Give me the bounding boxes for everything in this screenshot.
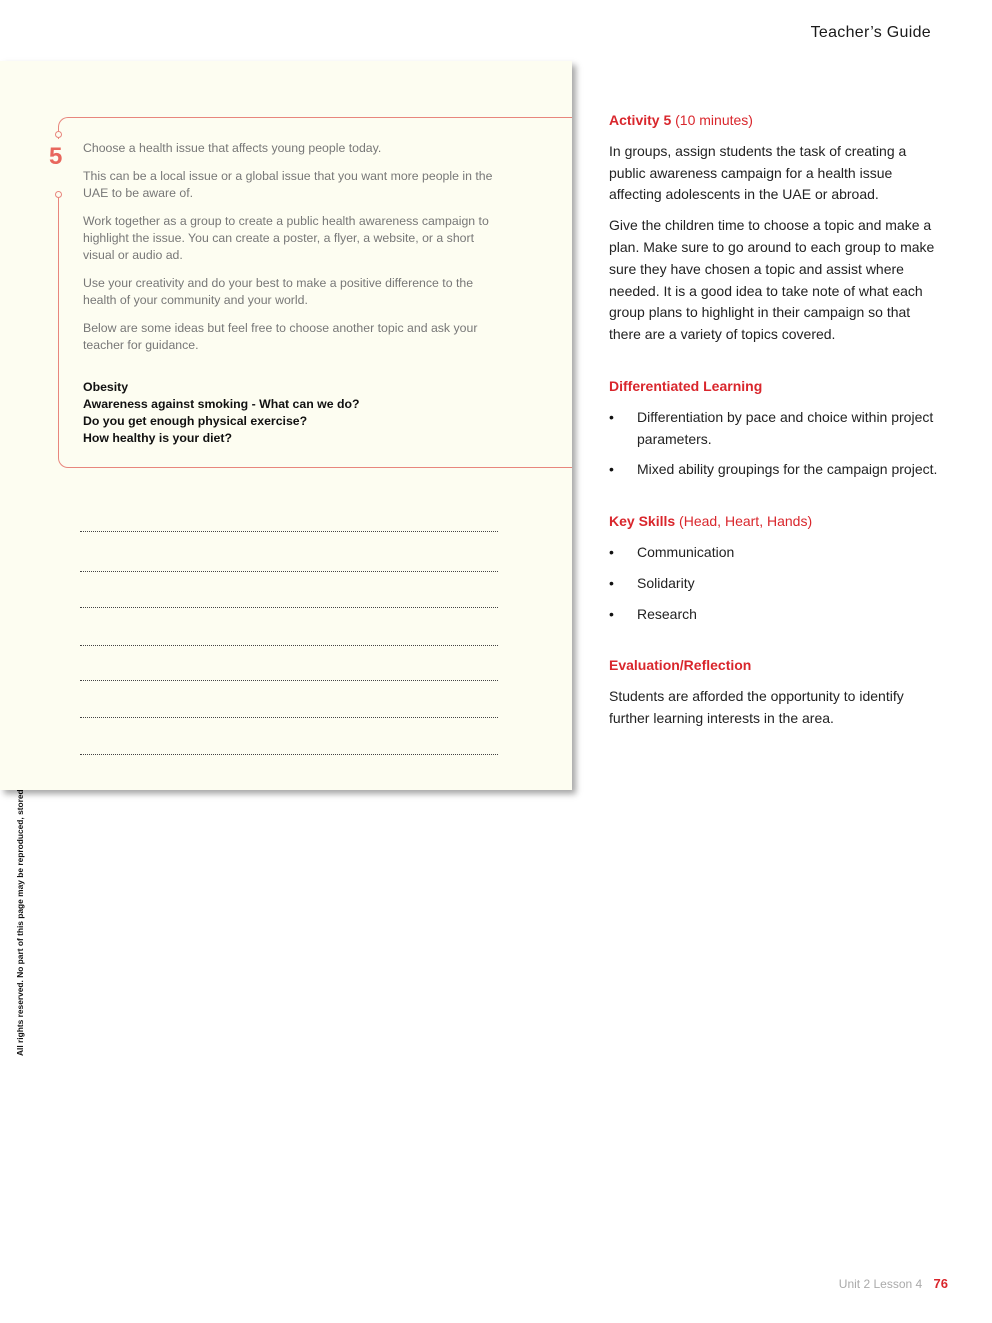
key-skills-list	[609, 542, 939, 625]
evaluation-section	[609, 655, 939, 729]
instruction-paragraph: Work together as a group to create a public health awareness campaign to highlight the issue. You can create a poster, a flyer, a website, or a short visual or audio ad.	[83, 214, 489, 262]
differentiated-heading: Differentiated Learning	[609, 377, 763, 394]
key-skill-item: • Communication	[609, 542, 939, 564]
answer-line[interactable]	[80, 680, 498, 681]
instruction-paragraph: Below are some ideas but feel free to choose another topic and ask your teacher for guidance.	[83, 321, 478, 352]
answer-line[interactable]	[80, 717, 498, 718]
instruction-paragraph: Choose a health issue that affects young people today.	[83, 141, 382, 155]
key-skill-item: • Research	[609, 604, 939, 626]
topic-ideas-list	[83, 379, 503, 447]
answer-line[interactable]	[80, 571, 498, 572]
differentiated-section	[609, 376, 939, 481]
instruction-paragraph: This can be a local issue or a global issue that you want more people in the UAE to be aware of.	[83, 169, 493, 200]
differentiated-item: • Mixed ability groupings for the campaign project.	[609, 459, 939, 481]
activity-heading	[609, 110, 939, 132]
answer-line[interactable]	[80, 607, 498, 608]
activity-duration: (10 minutes)	[675, 112, 753, 128]
topic-idea: How healthy is your diet?	[83, 431, 232, 445]
key-skills-section	[609, 511, 939, 625]
activity-section	[609, 110, 939, 346]
page-header-title: Teacher’s Guide	[810, 24, 931, 41]
key-skills-heading	[609, 511, 939, 533]
activity-number: 5	[49, 143, 63, 170]
student-book-page	[0, 61, 572, 790]
activity-paragraph: Give the children time to choose a topic and make a plan. Make sure to go around to each group to make sure they have chosen a topic and assist where needed. It is a good idea to take note of what each group plans to highlight in their campaign so that there are a variety of topics covered.	[609, 217, 935, 343]
frame-node-bottom	[55, 191, 62, 198]
differentiated-list	[609, 407, 939, 481]
activity-instructions	[83, 140, 507, 365]
answer-line[interactable]	[80, 754, 498, 755]
answer-line[interactable]	[80, 645, 498, 646]
answer-line[interactable]	[80, 531, 498, 532]
evaluation-text: Students are afforded the opportunity to identify further learning interests in the area.	[609, 688, 904, 726]
key-skills-title: Key Skills	[609, 513, 676, 530]
page-footer	[839, 1276, 948, 1291]
key-skill-item: • Solidarity	[609, 573, 939, 595]
evaluation-heading: Evaluation/Reflection	[609, 657, 752, 674]
activity-title: Activity 5	[609, 112, 672, 128]
activity-paragraph: In groups, assign students the task of creating a public awareness campaign for a health issue affecting adolescents in the UAE or abroad.	[609, 142, 907, 203]
unit-lesson-label: Unit 2 Lesson 4	[838, 1277, 923, 1291]
key-skills-subtitle: (Head, Heart, Hands)	[679, 513, 813, 530]
frame-node-top	[55, 131, 62, 138]
differentiated-item: • Differentiation by pace and choice within project parameters.	[609, 407, 939, 451]
topic-idea: Obesity	[83, 380, 129, 394]
topic-idea: Awareness against smoking - What can we do?	[83, 397, 360, 411]
instruction-paragraph: Use your creativity and do your best to make a positive difference to the health of your community and your world.	[83, 276, 474, 307]
teacher-guide-column	[609, 110, 939, 760]
page-number: 76	[933, 1276, 948, 1291]
topic-idea: Do you get enough physical exercise?	[83, 414, 308, 428]
